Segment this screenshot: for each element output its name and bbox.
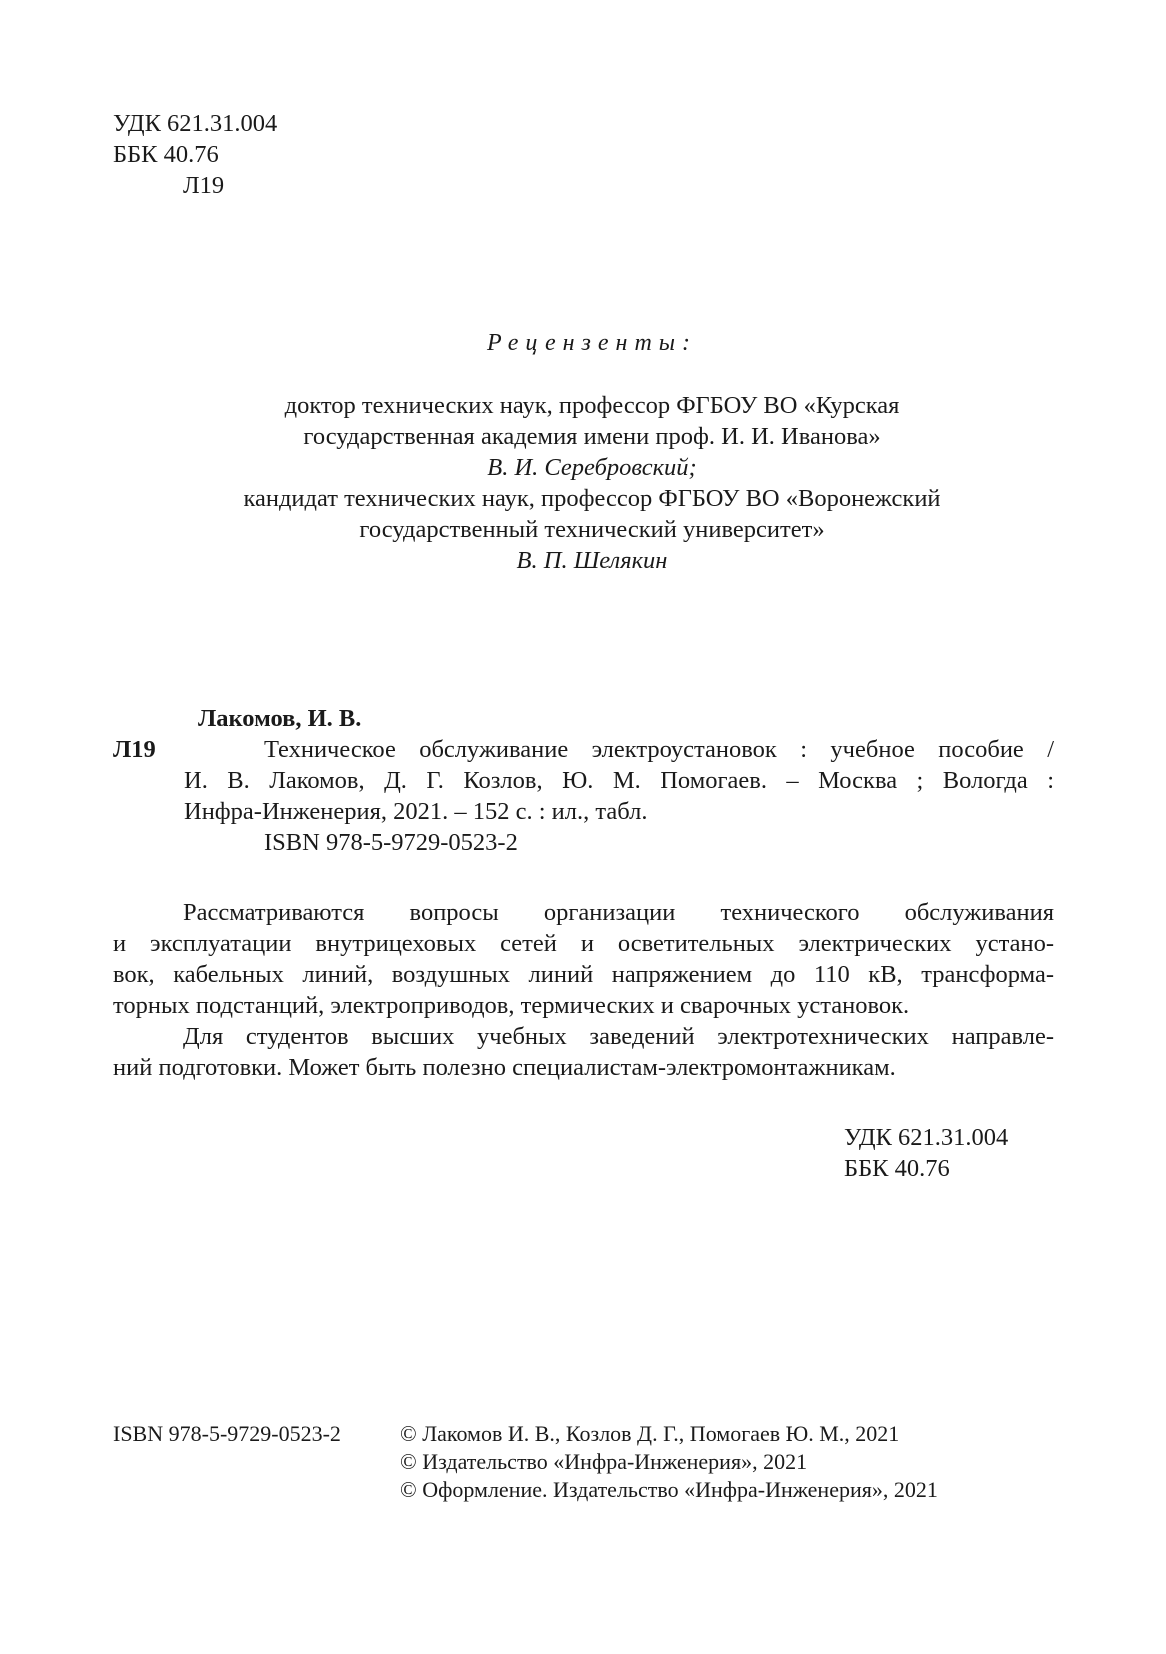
bib-author-mark: Л19 xyxy=(113,736,156,763)
bib-title-line: Техническое обслуживание электроустановок : учебное пособие / xyxy=(264,736,1054,763)
udk-index: УДК 621.31.004 xyxy=(113,110,278,137)
annotation-line: ний подготовки. Может быть полезно специалистам-электромонтажникам. xyxy=(113,1054,896,1081)
copyright-authors: © Лакомов И. В., Козлов Д. Г., Помогаев Ю. М., 2021 xyxy=(400,1421,900,1446)
copyright-design: © Оформление. Издательство «Инфра-Инженерия», 2021 xyxy=(400,1477,938,1502)
bbk-index-bottom: ББК 40.76 xyxy=(844,1155,950,1182)
reviewers-heading: Рецензенты: xyxy=(486,330,698,356)
annotation-line: торных подстанций, электроприводов, термических и сварочных установок. xyxy=(113,992,910,1019)
reviewer2-affiliation-line1: кандидат технических наук, профессор ФГБОУ ВО «Воронежский xyxy=(243,485,941,512)
annotation-line: и эксплуатации внутрицеховых сетей и осветительных электрических устано- xyxy=(113,930,1054,957)
author-mark: Л19 xyxy=(183,172,225,199)
annotation-line: Рассматриваются вопросы организации технического обслуживания xyxy=(183,899,1054,926)
annotation-line: Для студентов высших учебных заведений электротехнических направле- xyxy=(183,1023,1054,1050)
bib-isbn: ISBN 978-5-9729-0523-2 xyxy=(264,829,518,856)
copyright-publisher: © Издательство «Инфра-Инженерия», 2021 xyxy=(400,1449,808,1474)
udk-index-bottom: УДК 621.31.004 xyxy=(844,1124,1009,1151)
footer-isbn: ISBN 978-5-9729-0523-2 xyxy=(113,1421,341,1446)
reviewer1-name: В. И. Серебровский; xyxy=(487,454,697,481)
bbk-index: ББК 40.76 xyxy=(113,141,219,168)
reviewer2-name: В. П. Шелякин xyxy=(516,547,668,574)
reviewer1-affiliation-line2: государственная академия имени проф. И. И. Иванова» xyxy=(303,423,881,450)
reviewer2-affiliation-line2: государственный технический университет» xyxy=(359,516,825,543)
bib-author: Лакомов, И. В. xyxy=(198,705,362,732)
bib-publisher-line: Инфра-Инженерия, 2021. – 152 с. : ил., табл. xyxy=(184,798,648,825)
reviewer1-affiliation-line1: доктор технических наук, профессор ФГБОУ ВО «Курская xyxy=(284,392,900,419)
annotation-line: вок, кабельных линий, воздушных линий напряжением до 110 кВ, трансформа- xyxy=(113,961,1054,988)
bib-authors-line: И. В. Лакомов, Д. Г. Козлов, Ю. М. Помогаев. – Москва ; Вологда : xyxy=(184,767,1054,794)
